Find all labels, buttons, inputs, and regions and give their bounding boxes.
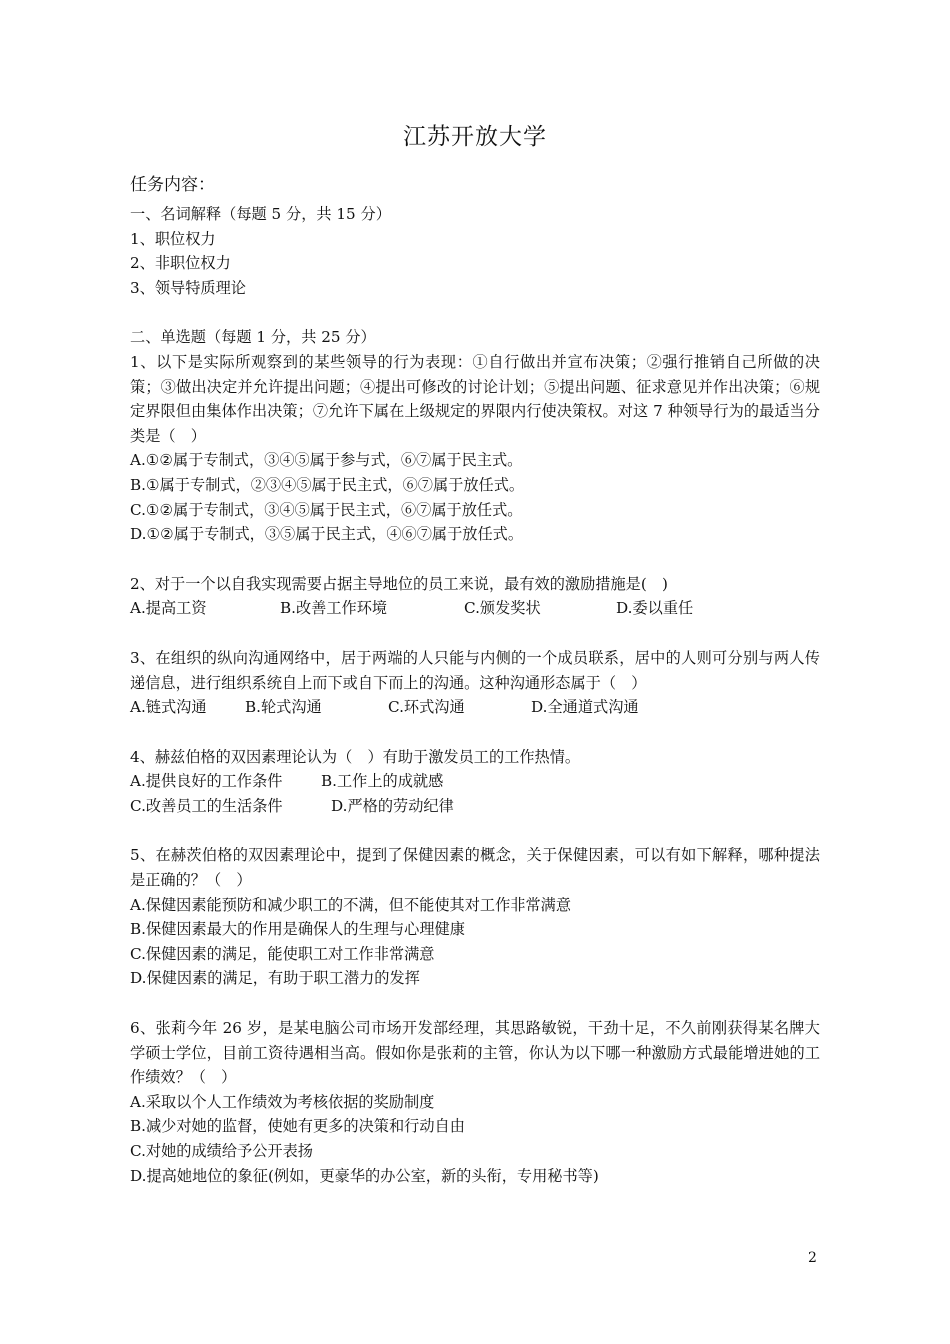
question-text: 6、张莉今年 26 岁，是某电脑公司市场开发部经理，其思路敏锐，干劲十足，不久前刚获得某名牌大学硕士学位，目前工资待遇相当高。假如你是张莉的主管，你认为以下哪一种激励方式最能增进她的工作绩效？（ ） xyxy=(130,1019,820,1087)
definition-item: 3、领导特质理论 xyxy=(130,278,246,297)
option: C.对她的成绩给予公开表扬 xyxy=(130,1142,313,1160)
option-row xyxy=(130,769,820,794)
option: A.提供良好的工作条件 xyxy=(130,772,283,791)
option: C.①②属于专制式，③④⑤属于民主式，⑥⑦属于放任式。 xyxy=(130,500,523,519)
option: D.委以重任 xyxy=(616,599,694,618)
question-text: 4、赫兹伯格的双因素理论认为（ ）有助于激发员工的工作热情。 xyxy=(130,747,581,766)
option: D.①②属于专制式，③⑤属于民主式，④⑥⑦属于放任式。 xyxy=(130,525,524,544)
option: B.保健因素最大的作用是确保人的生理与心理健康 xyxy=(130,920,465,939)
question-text: 2、对于一个以自我实现需要占据主导地位的员工来说，最有效的激励措施是( ) xyxy=(130,574,668,593)
option: D.保健因素的满足，有助于职工潜力的发挥 xyxy=(130,969,420,988)
option: C.改善员工的生活条件 xyxy=(130,796,283,815)
option-row xyxy=(130,695,820,720)
task-label: 任务内容： xyxy=(130,175,215,195)
option: B.①属于专制式，②③④⑤属于民主式，⑥⑦属于放任式。 xyxy=(130,475,525,494)
option: D.提高她地位的象征(例如，更豪华的办公室，新的头衔，专用秘书等) xyxy=(130,1166,599,1185)
option: D.严格的劳动纪律 xyxy=(331,796,454,815)
option: B.轮式沟通 xyxy=(245,698,322,717)
document-body xyxy=(130,172,820,1188)
option: B.改善工作环境 xyxy=(280,599,388,618)
definition-item: 1、职位权力 xyxy=(130,229,216,248)
section-heading-definitions: 一、名词解释（每题 5 分，共 15 分） xyxy=(130,205,391,223)
option: B.工作上的成就感 xyxy=(321,772,444,791)
page-number: 2 xyxy=(808,1250,817,1266)
option-row xyxy=(130,794,820,819)
option: B.减少对她的监督，使她有更多的决策和行动自由 xyxy=(130,1117,465,1136)
question-text: 1、以下是实际所观察到的某些领导的行为表现：①自行做出并宣布决策；②强行推销自己所做的决策；③做出决定并允许提出问题；④提出可修改的讨论计划；⑤提出问题、征求意见并作出决策；⑥规定界限但由集体作出决策；⑦允许下属在上级规定的界限内行使决策权。对这 7 种领导行为的最适当分类是（ ） xyxy=(130,352,820,445)
option: A.采取以个人工作绩效为考核依据的奖励制度 xyxy=(130,1092,435,1111)
option: C.颁发奖状 xyxy=(464,599,541,618)
option: C.环式沟通 xyxy=(388,698,465,717)
definition-item: 2、非职位权力 xyxy=(130,254,231,273)
option: A.①②属于专制式，③④⑤属于参与式，⑥⑦属于民主式。 xyxy=(130,451,523,470)
option: A.提高工资 xyxy=(130,599,207,618)
option: A.链式沟通 xyxy=(130,698,207,717)
section-heading-single-choice: 二、单选题（每题 1 分，共 25 分） xyxy=(130,328,376,347)
document-title: 江苏开放大学 xyxy=(403,124,547,150)
question-text: 5、在赫茨伯格的双因素理论中，提到了保健因素的概念，关于保健因素，可以有如下解释，哪种提法是正确的？（ ） xyxy=(130,846,820,890)
option: C.保健因素的满足，能使职工对工作非常满意 xyxy=(130,944,435,963)
option: D.全通道式沟通 xyxy=(531,698,639,717)
option: A.保健因素能预防和减少职工的不满，但不能使其对工作非常满意 xyxy=(130,895,572,914)
option-row xyxy=(130,596,820,621)
question-text: 3、在组织的纵向沟通网络中，居于两端的人只能与内侧的一个成员联系，居中的人则可分别与两人传递信息，进行组织系统自上而下或自下而上的沟通。这种沟通形态属于（ ） xyxy=(130,648,820,692)
